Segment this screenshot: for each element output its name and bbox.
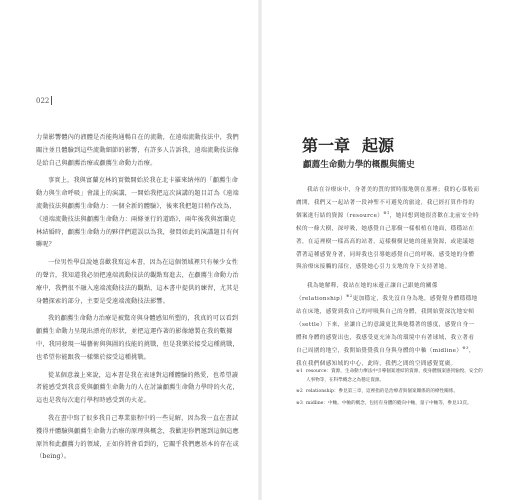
left-paragraph: 我的顱薦生命動力治療是被驚奇與身體感知所塑的，我真的可以看到顱薦生命動力呈現出漂亮的形狀，並把這運作著的影像繪製在我的數據中，我同發現一場藝術與與圖的技能的挑戰，但是我樂於接受這種挑戰，也希望你能跟我一樣樂於接受這種挑戰。 xyxy=(36,315,239,361)
footnote-text: midline：中軸。中軸的概念，包括有身體的縱向中軸，量子中軸等，參見13頁。 xyxy=(306,400,472,406)
footnote xyxy=(296,400,486,409)
left-page xyxy=(0,0,258,500)
paragraph-text: 我站在谷療床中，身著美的質的實時服地朝在那裡；我的心慕般而膚開，我們又一起站著一段神聖不可避免的旅途，我已經打算作得的個案進行結的資源（resource） xyxy=(296,187,480,219)
right-paragraph xyxy=(296,280,480,370)
footnote xyxy=(296,368,486,385)
chapter-subtitle: 顱薦生命動力學的概觀與簡史 xyxy=(303,160,415,170)
chapter-heading xyxy=(302,133,512,156)
paragraph-text: ，她回想到她很喜歡在北前安全時候的一條大樹，深呼吸，她感覺自己那樹一樣根植在地面，穩穩站在著，在這裡樹一樣高高的站著，這樣樹樹是她的能量資源，或建議她帶著這種感覺身著，同時我也引導她感覺自己的呼吸，感受她的身體與治療床接觸的部位，感覺她心引力支地的身下支持著她。 xyxy=(296,212,479,271)
left-paragraph: 事實上，我與富蘭克林的實徵開始於我在北卡羅來納州的「顱薦生命動力與生命呼吸」會議上的演講，一開始我把這次演講的題目訂為《遠端流動技法與顱薦生命動力：一個全新的體驗》，後來我把題目稍作改為，《遠端流動技法與顱薦生命動力：兩條並行的道路》，兩年後我與富蘭克林結婚時，顱薦生命動力的夥伴們還誤以為我，發問如此的演講題目有何聯呢？ xyxy=(36,177,239,249)
left-body-text xyxy=(36,132,240,464)
paragraph-text: ，我在我們個感知域的中心，此時，我們之間的空間感覺寬廣。 xyxy=(296,347,475,367)
footnote-mark: ※1 xyxy=(296,369,303,374)
footnote-ref: ※3 xyxy=(462,345,469,351)
paragraph-text: 更加穩定，我先沒自身為地，感覺覺身體穩穩地站在床地，感覺到我自己的呼吸與自己的身體，我開始覺深沈地安頓（settle）下來，並讓自己的意識更比與她穩著的態度，感覺自身一體和身體的感覺出也，我感受更充沛為的環境中有著球域，我立著看自己周圍的地空，我開始覺覺我自身與身體的中軸（midline） xyxy=(296,296,478,354)
footnote-mark: ※3 xyxy=(296,400,303,406)
left-paragraph: 一位男性學員說她喜歡我寫這本書，因為在這個領域裡只有極少女性的聲音，我知道我必須把遠端流動技法的觀點寫進去，在顱薦生命動力治療中，我們很不融入遠端流動技法的觀點，這本書中提供的練習，尤其是身體探索的部分，主要是受遠端流動技法影響。 xyxy=(36,259,239,305)
footnotes xyxy=(296,368,486,411)
footnote-ref: ※2 xyxy=(346,293,353,299)
right-body-text xyxy=(296,184,480,371)
footnote-mark: ※2 xyxy=(296,389,303,395)
left-paragraph: 我在書中寫了很多我自己專業旅程中的一些見解，因為我一直在書試獲得并體驗與顱薦生命動力治療的原理與概念，我歡迎你們邀到這個這應原旨和此顱薦力的領域，正如你將會看到的，它關乎我們應基本的存在或（being）。 xyxy=(36,414,239,461)
footnote-ref: ※1 xyxy=(383,209,390,215)
left-paragraph: 力量影響體內的液體是否能夠通暢自在的流動，在遠端流動技法中，我們關注並且體驗到這些流動細節的影響，有許多人告訴我，遠端流動技法像是給自己與顱薦治療或顱薦生命動力治療。 xyxy=(36,134,239,167)
footnote xyxy=(296,388,486,397)
left-paragraph: 從某個意義上來說，這本書是我在表達對這種體驗的熱愛，也希望讀者能感受到我喜愛與顱薦生命動力的人在討論顱薦生命動力學時的火花，這也是我每次進行學程時感受到的火花。 xyxy=(36,371,239,405)
footnote-text: relationship：參見第三章，這裡指的是治療者與個案關係的的療性關係。 xyxy=(306,389,458,395)
chapter-number: 第一章 xyxy=(302,136,351,155)
right-paragraph xyxy=(296,184,480,274)
page-number-rule xyxy=(51,96,52,105)
right-page xyxy=(262,0,520,500)
paragraph-text: 我為她解釋，我站在她的床邊正讓自己跟她的關係（relationship） xyxy=(296,283,438,303)
page-number: 022 xyxy=(36,97,50,105)
chapter-title: 起源 xyxy=(362,136,395,155)
footnote-text: resource：資源，生命動力療法中引導個案連結的資源，使身體個案感到愉悅、安全的人事物等，在科學概念之為穩定資源。 xyxy=(306,369,483,383)
